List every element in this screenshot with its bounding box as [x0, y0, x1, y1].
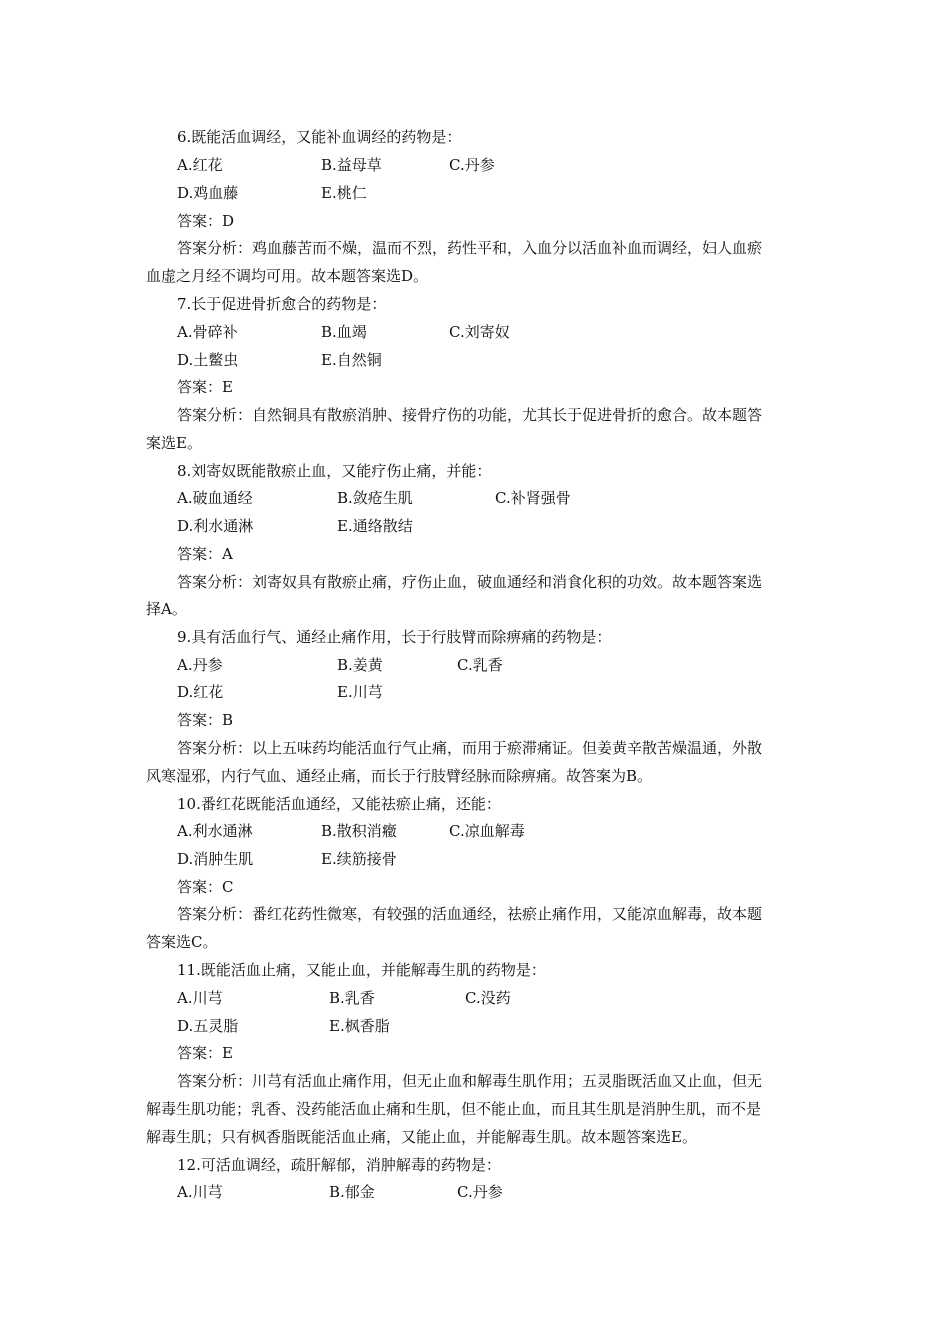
answer-option: B.姜黄	[337, 656, 383, 674]
answer-analysis-line: 解毒生肌功能；乳香、没药能活血止痛和生肌，但不能止血，而且其生肌是消肿生肌，而不是	[146, 1100, 762, 1118]
answer-analysis-line: 解毒生肌；只有枫香脂既能活血止痛，又能止血，并能解毒生肌。故本题答案选E。	[146, 1128, 697, 1146]
answer-line: 答案：C	[177, 878, 234, 896]
answer-option: D.利水通淋	[177, 517, 254, 535]
answer-option: B.益母草	[321, 156, 382, 174]
question-stem: 6.既能活血调经，又能补血调经的药物是：	[177, 128, 462, 146]
answer-option: C.补肾强骨	[495, 489, 571, 507]
answer-option: C.丹参	[457, 1183, 503, 1201]
answer-option: A.利水通淋	[177, 822, 253, 840]
answer-analysis-line: 答案选C。	[146, 933, 218, 951]
answer-analysis-line: 风寒湿邪，内行气血、通经止痛，而长于行肢臂经脉而除痹痛。故答案为B。	[146, 767, 653, 785]
answer-line: 答案：E	[177, 1044, 233, 1062]
question-stem: 8.刘寄奴既能散瘀止血，又能疗伤止痛，并能：	[177, 462, 492, 480]
answer-analysis-line: 答案分析：番红花药性微寒，有较强的活血通经，祛瘀止痛作用，又能凉血解毒，故本题	[177, 905, 763, 923]
answer-option: A.川芎	[177, 1183, 223, 1201]
answer-option: B.血竭	[321, 323, 367, 341]
answer-analysis-line: 答案分析：自然铜具有散瘀消肿、接骨疗伤的功能，尤其长于促进骨折的愈合。故本题答	[177, 406, 763, 424]
answer-option: C.刘寄奴	[449, 323, 510, 341]
answer-analysis-line: 答案分析：以上五味药均能活血行气止痛，而用于瘀滞痛证。但姜黄辛散苦燥温通，外散	[177, 739, 763, 757]
answer-option: A.川芎	[177, 989, 223, 1007]
question-stem: 11.既能活血止痛，又能止血，并能解毒生肌的药物是：	[177, 961, 546, 979]
answer-analysis-line: 血虚之月经不调均可用。故本题答案选D。	[146, 267, 429, 285]
answer-line: 答案：E	[177, 378, 233, 396]
answer-option: A.丹参	[177, 656, 223, 674]
answer-option: B.敛疮生肌	[337, 489, 413, 507]
answer-option: E.川芎	[337, 683, 383, 701]
answer-option: E.桃仁	[321, 184, 367, 202]
answer-option: B.散积消癥	[321, 822, 397, 840]
answer-analysis-line: 答案分析：川芎有活血止痛作用，但无止血和解毒生肌作用；五灵脂既活血又止血，但无	[177, 1072, 763, 1090]
answer-option: A.红花	[177, 156, 223, 174]
answer-option: E.续筋接骨	[321, 850, 397, 868]
answer-analysis-line: 案选E。	[146, 434, 202, 452]
answer-option: B.郁金	[329, 1183, 375, 1201]
answer-option: D.消肿生肌	[177, 850, 254, 868]
question-stem: 9.具有活血行气、通经止痛作用，长于行肢臂而除痹痛的药物是：	[177, 628, 612, 646]
answer-line: 答案：A	[177, 545, 233, 563]
answer-option: A.骨碎补	[177, 323, 238, 341]
answer-option: B.乳香	[329, 989, 375, 1007]
answer-option: D.五灵脂	[177, 1017, 239, 1035]
question-stem: 10.番红花既能活血通经，又能祛瘀止痛，还能：	[177, 795, 501, 813]
answer-analysis-line: 答案分析：鸡血藤苦而不燥，温而不烈，药性平和，入血分以活血补血而调经，妇人血瘀	[177, 239, 763, 257]
answer-line: 答案：B	[177, 711, 234, 729]
question-stem: 12.可活血调经，疏肝解郁，消肿解毒的药物是：	[177, 1156, 501, 1174]
answer-option: C.丹参	[449, 156, 495, 174]
answer-analysis-line: 择A。	[146, 600, 187, 618]
answer-option: D.鸡血藤	[177, 184, 239, 202]
answer-option: C.没药	[465, 989, 511, 1007]
question-stem: 7.长于促进骨折愈合的药物是：	[177, 295, 387, 313]
answer-option: E.枫香脂	[329, 1017, 390, 1035]
answer-option: E.通络散结	[337, 517, 413, 535]
answer-option: C.凉血解毒	[449, 822, 525, 840]
answer-option: C.乳香	[457, 656, 503, 674]
answer-option: A.破血通经	[177, 489, 253, 507]
answer-analysis-line: 答案分析：刘寄奴具有散瘀止痛，疗伤止血，破血通经和消食化积的功效。故本题答案选	[177, 573, 763, 591]
answer-option: D.土鳖虫	[177, 351, 239, 369]
answer-line: 答案：D	[177, 212, 235, 230]
answer-option: E.自然铜	[321, 351, 382, 369]
answer-option: D.红花	[177, 683, 224, 701]
